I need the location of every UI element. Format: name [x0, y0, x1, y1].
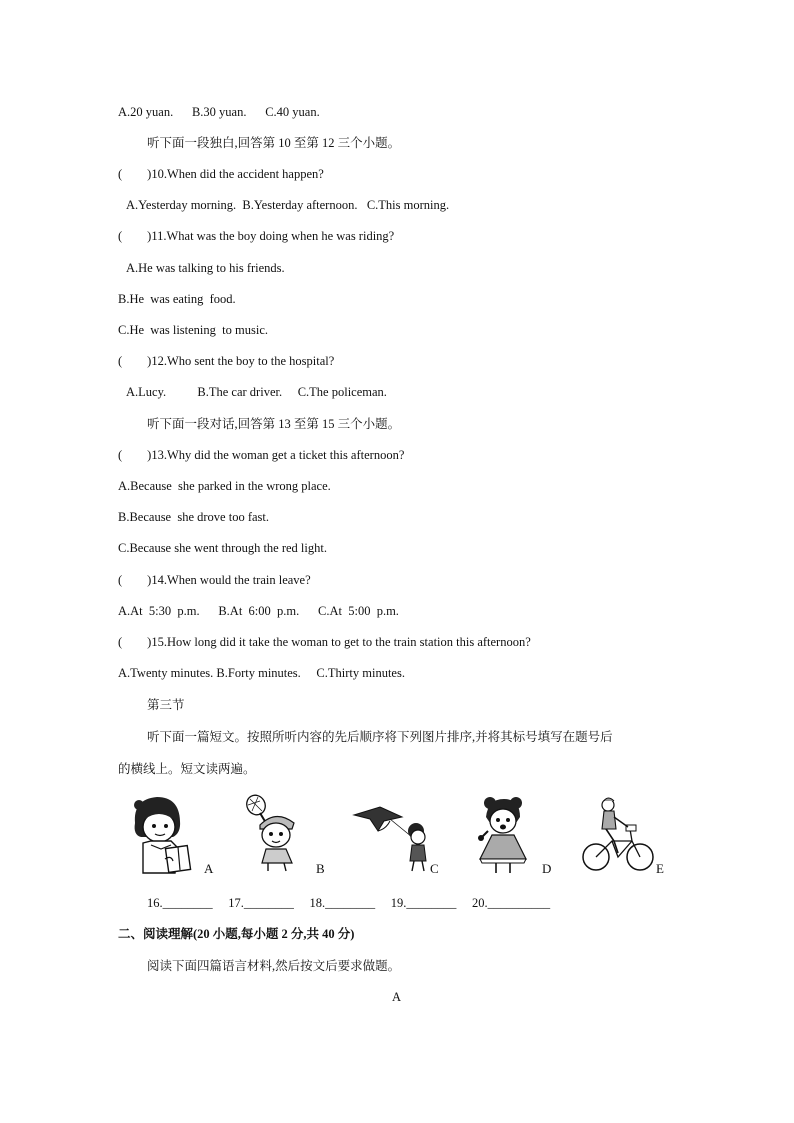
girl-reading-book-icon [125, 793, 201, 875]
section-monologue-instruction: 听下面一段独白,回答第 10 至第 12 三个小题。 [147, 136, 401, 150]
girl-riding-bicycle-icon [580, 795, 658, 875]
girl-flying-kite-icon [350, 801, 434, 873]
picture-label-b: B [316, 861, 325, 876]
girl-singing-microphone-icon [470, 793, 540, 875]
girl-tennis-racket-icon [238, 793, 310, 873]
section-dialogue-instruction: 听下面一段对话,回答第 13 至第 15 三个小题。 [147, 417, 401, 431]
question-11-option-b: B.He was eating food. [118, 292, 236, 306]
picture-label-e: E [656, 861, 664, 876]
picture-label-d: D [542, 861, 552, 876]
question-10: ( )10.When did the accident happen? [118, 167, 324, 181]
question-10-options: A.Yesterday morning. B.Yesterday afternoon. C.This morning. [126, 198, 450, 212]
picture-label-c: C [430, 861, 439, 876]
question-11-option-c: C.He was listening to music. [118, 323, 268, 337]
reading-instruction: 阅读下面四篇语言材料,然后按文后要求做题。 [147, 959, 401, 973]
reading-section-heading: 二、阅读理解(20 小题,每小题 2 分,共 40 分) [118, 927, 355, 941]
picture-label-a: A [204, 861, 214, 876]
answer-blanks-16-20: 16.________ 17.________ 18.________ 19.________ 20.__________ [147, 896, 551, 910]
question-13-option-c: C.Because she went through the red light. [118, 541, 327, 555]
question-12-options: A.Lucy. B.The car driver. C.The policeman. [126, 385, 387, 399]
part3-instruction-line1: 听下面一篇短文。按照所听内容的先后顺序将下列图片排序,并将其标号填写在题号后 [147, 730, 613, 744]
question-13-option-a: A.Because she parked in the wrong place. [118, 479, 331, 493]
part3-instruction-line2: 的横线上。短文读两遍。 [118, 762, 256, 776]
question-15: ( )15.How long did it take the woman to get to the train station this afternoon? [118, 635, 531, 649]
q9-options: A.20 yuan. B.30 yuan. C.40 yuan. [118, 105, 320, 119]
question-13-option-b: B.Because she drove too fast. [118, 510, 270, 524]
passage-label: A [392, 990, 402, 1004]
question-15-options: A.Twenty minutes. B.Forty minutes. C.Thirty minutes. [118, 666, 405, 680]
question-12: ( )12.Who sent the boy to the hospital? [118, 354, 335, 368]
question-14: ( )14.When would the train leave? [118, 573, 311, 587]
part3-title: 第三节 [147, 698, 185, 712]
question-11-option-a: A.He was talking to his friends. [126, 261, 285, 275]
question-14-options: A.At 5:30 p.m. B.At 6:00 p.m. C.At 5:00 p.m. [118, 604, 399, 618]
question-13: ( )13.Why did the woman get a ticket this afternoon? [118, 448, 405, 462]
question-11: ( )11.What was the boy doing when he was riding? [118, 229, 395, 243]
